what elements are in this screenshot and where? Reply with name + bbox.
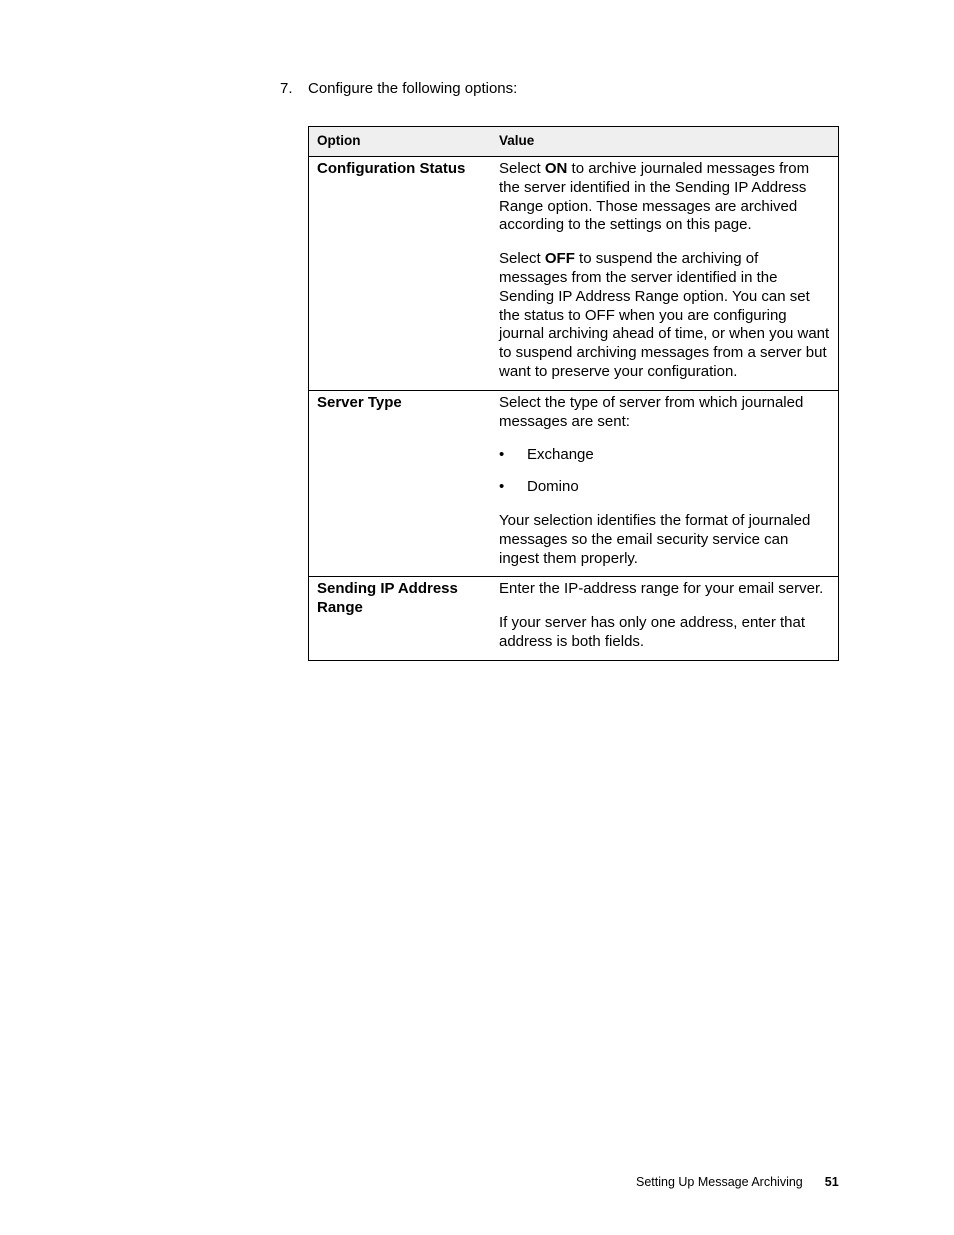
table-header-row	[309, 127, 839, 157]
page-footer	[636, 1174, 839, 1190]
text-run: Select	[499, 160, 545, 177]
footer-section-title: Setting Up Message Archiving	[636, 1175, 803, 1189]
value-paragraph	[499, 250, 830, 382]
value-paragraph: Enter the IP-address range for your email server.	[499, 580, 824, 598]
option-name: Configuration Status	[309, 157, 492, 391]
step-number: 7.	[280, 80, 293, 97]
emphasis: ON	[544, 160, 568, 177]
option-name: Server Type	[309, 390, 492, 577]
server-type-list	[499, 446, 830, 497]
value-paragraph	[499, 160, 830, 235]
value-paragraph: If your server has only one address, enter that address is both fields.	[499, 614, 805, 650]
header-option: Option	[309, 127, 492, 157]
emphasis: OFF	[544, 250, 575, 268]
value-paragraph: Your selection identifies the format of journaled messages so the email security service can ingest them properly.	[499, 511, 811, 567]
options-table	[308, 126, 839, 661]
option-name: Sending IP Address Range	[309, 577, 492, 660]
table-row	[309, 157, 839, 391]
text-run: to suspend the archiving of messages from the server identified in the Sending IP Address Range option. You can set the status to OFF when you are configuring journal archiving ahead of time, or when you want to suspend archiving messages from a server but want to preserve your configuration.	[499, 250, 830, 380]
step-instruction	[280, 79, 517, 99]
list-item-label: Exchange	[527, 446, 594, 464]
option-value	[491, 157, 839, 391]
list-item-label: Domino	[527, 478, 579, 496]
table-row	[309, 390, 839, 577]
list-item	[499, 478, 830, 497]
header-value: Value	[491, 127, 839, 157]
option-value	[491, 390, 839, 577]
step-text: Configure the following options:	[308, 80, 518, 97]
list-item	[499, 446, 830, 465]
table-row	[309, 577, 839, 660]
text-run: Select	[499, 250, 545, 268]
text-run: to archive journaled messages from the server identified in the Sending IP Address Range option. Those messages are archived according to the settings on this page.	[499, 160, 810, 234]
option-value	[491, 577, 839, 660]
page-number: 51	[824, 1175, 839, 1189]
value-paragraph: Select the type of server from which journaled messages are sent:	[499, 393, 804, 430]
bullet-icon: •	[499, 478, 505, 496]
bullet-icon: •	[499, 446, 505, 464]
